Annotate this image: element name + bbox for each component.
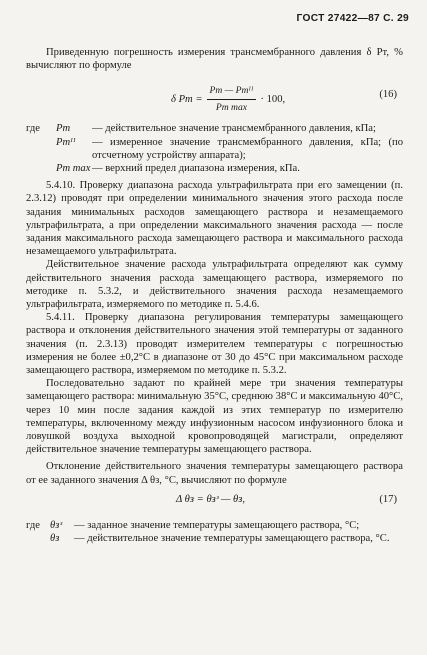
formula-16-number: (16) <box>379 89 397 101</box>
page-content <box>26 46 403 549</box>
definition-item <box>26 136 403 162</box>
page-header: ГОСТ 27422—87 С. 29 <box>296 13 409 24</box>
definition-item <box>26 122 403 135</box>
section-5-4-10: 5.4.10. Проверку диапазона расхода ультрафильтрата при его замещении (п. 2.3.12) проводят при определении минимального значения этого расхода после задания минимальных расходов замещающего раствора и незамещаемого ультрафильтрата, а при определении максимального значения расхода — после задания максимального расхода замещающего раствора и максимального расхода незамещаемого ультрафильтрата. <box>26 180 403 258</box>
actual-flow-paragraph: Действительное значение расхода ультрафильтрата определяют как сумму действительного значения расхода замещающего раствора, измеряемого по методике п. 5.3.2, и действительного значения расхода незамещаемого ультрафильтрата, измеряемого по методике п. 5.4.6. <box>26 259 403 311</box>
definition-symbol: Pтᴵᴵ <box>56 136 76 148</box>
definition-symbol: Pт <box>56 123 71 135</box>
definition-item <box>26 162 403 175</box>
definition-symbol: θзᶟ <box>50 519 62 531</box>
formula-17-number: (17) <box>379 493 397 505</box>
formula-16-denominator: Pт max <box>215 101 248 113</box>
formula-16-numerator: Pт — Pтᴵᴵ <box>207 84 257 99</box>
definition-item <box>26 519 403 532</box>
definition-text: — действительное значение температуры замещающего раствора, °С. <box>74 533 390 545</box>
formula-17-definitions <box>26 519 403 545</box>
definition-text: — заданное значение температуры замещающего раствора, °С; <box>74 519 360 531</box>
definition-symbol: Pт max <box>56 163 91 175</box>
section-5-4-11: 5.4.11. Проверку диапазона регулирования температуры замещающего раствора и отклонения действительного значения этой температуры от заданного значения (п. 2.3.13) проводят измерителем температуры с погрешностью измерения не более ±0,2°С в диапазоне от 30 до 45°С при максимальном расходе замещающего раствора, измеряемом по методике п. 5.3.2. <box>26 312 403 377</box>
deviation-paragraph: Отклонение действительного значения температуры замещающего раствора от ее заданного значения Δ θз, °С, вычисляют по формуле <box>26 461 403 486</box>
definition-prefix: где <box>26 519 40 531</box>
definition-text: — верхний предел диапазона измерения, кПа. <box>92 163 300 175</box>
formula-16-definitions <box>26 122 403 175</box>
formula-17-expression: Δ θз = θзᶟ — θз, <box>176 493 245 505</box>
definition-prefix: где <box>26 123 40 135</box>
formula-16-lhs: δ Pт = <box>171 93 203 105</box>
formula-16-rhs: · 100, <box>260 93 286 105</box>
definition-item <box>26 532 403 545</box>
definition-text: — измеренное значение трансмембранного давления, кПа; (по отсчетному устройству аппарата); <box>92 136 403 161</box>
sequence-paragraph: Последовательно задают по крайней мере три значения температуры замещающего раствора: минимальную 35°С, среднюю 38°С и максимальную 40°С, через 10 мин после задания каждой из этих температур по измерителю температуры, включенному между инфузионным насосом инфузионного блока и ловушкой воздуха выходной кровопроводящей магистрали, определяют действительное значение температуры замещающего раствора. <box>26 378 403 456</box>
definition-symbol: θз <box>50 533 60 545</box>
formula-17 <box>26 493 403 513</box>
formula-16 <box>26 76 403 116</box>
definition-text: — действительное значение трансмембранного давления, кПа; <box>92 123 376 135</box>
intro-paragraph: Приведенную погрешность измерения трансмембранного давления δ Pт, % вычисляют по формуле <box>26 47 403 72</box>
